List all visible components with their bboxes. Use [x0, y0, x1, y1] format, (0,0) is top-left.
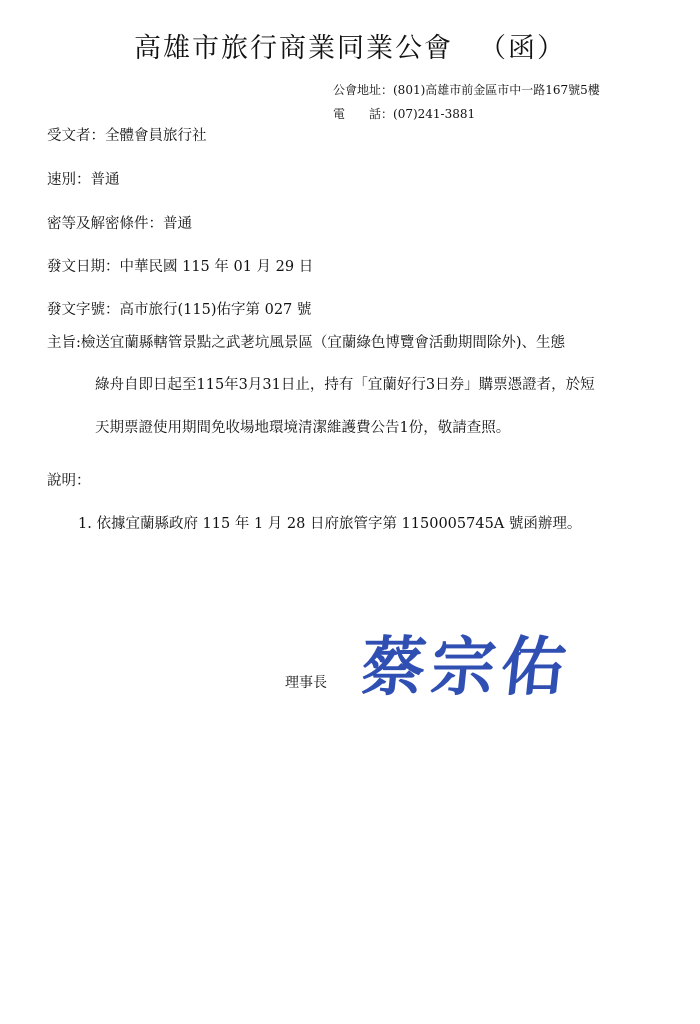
- document-type: （函）: [479, 33, 566, 64]
- document-number-field: 發文字號：高市旅行(115)佑字第 027 號: [47, 302, 312, 318]
- association-phone-row: [333, 105, 475, 122]
- description-heading: 說明：: [47, 473, 91, 489]
- signature-stamp: 蔡宗佑: [357, 631, 576, 705]
- association-address: 公會地址：(801)高雄市前金區市中一路167號5樓: [333, 83, 600, 97]
- phone-number: (07)241-3881: [393, 107, 476, 121]
- description-item: 1. 依據宜蘭縣政府 115 年 1 月 28 日府旅管字第 1150005745A 號函辦理。: [78, 516, 582, 532]
- issue-date-field: 發文日期：中華民國 115 年 01 月 29 日: [47, 259, 314, 275]
- phone-label: 電 話：: [333, 107, 394, 121]
- confidentiality-field: 密等及解密條件：普通: [47, 216, 192, 232]
- document-title: [0, 26, 700, 65]
- urgency-field: 速別：普通: [47, 172, 120, 188]
- subject-line-3: 天期票證使用期間免收場地環境清潔維護費公告1份，敬請查照。: [95, 420, 511, 436]
- subject-line-2: 綠舟自即日起至115年3月31日止，持有「宜蘭好行3日券」購票憑證者，於短: [95, 377, 595, 393]
- association-name: 高雄市旅行商業同業公會: [134, 33, 453, 64]
- signer-title: 理事長: [285, 675, 327, 691]
- subject-line-1: 主旨:檢送宜蘭縣轄管景點之武荖坑風景區（宜蘭綠色博覽會活動期間除外)、生態: [47, 335, 566, 351]
- recipient-field: 受文者：全體會員旅行社: [47, 128, 207, 144]
